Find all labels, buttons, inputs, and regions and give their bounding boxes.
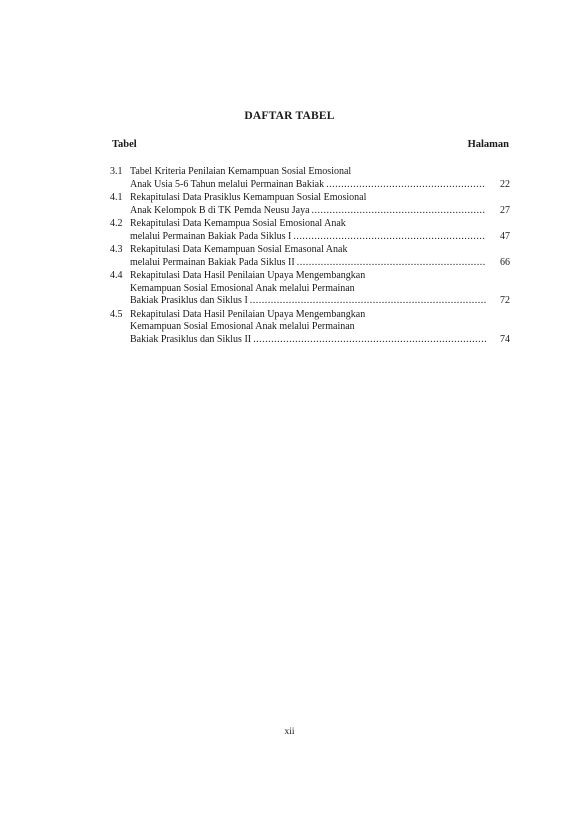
entry-number: 3.1 <box>110 166 123 177</box>
entry-line: Rekapitulasi Data Kemampua Sosial Emosional Anak <box>130 218 346 229</box>
table-list <box>110 166 510 347</box>
entry-line: Kemampuan Sosial Emosional Anak melalui Permainan <box>130 321 355 332</box>
dot-leader <box>326 179 486 192</box>
entry-page-number: 22 <box>500 178 510 190</box>
entry-page-number: 66 <box>500 256 510 268</box>
entry-number: 4.2 <box>110 218 123 229</box>
dot-leader <box>297 257 486 270</box>
entry-last-line <box>130 257 510 270</box>
column-header-table: Tabel <box>112 139 137 150</box>
entry-line: Rekapitulasi Data Hasil Penilaian Upaya Mengembangkan <box>130 308 366 320</box>
list-item[interactable] <box>110 192 510 217</box>
list-item[interactable] <box>110 166 510 191</box>
entry-body <box>130 309 510 347</box>
entry-last-text: Bakiak Prasiklus dan Siklus I <box>130 295 248 306</box>
list-item[interactable] <box>110 270 510 308</box>
entry-last-text: melalui Permainan Bakiak Pada Siklus II <box>130 256 295 268</box>
entry-page-number: 47 <box>500 230 510 242</box>
entry-line: Kemampuan Sosial Emosional Anak melalui Permainan <box>130 282 355 294</box>
entry-line: Tabel Kriteria Penilaian Kemampuan Sosial Emosional <box>130 166 352 177</box>
entry-page-number: 27 <box>500 204 510 216</box>
entry-body <box>130 270 510 308</box>
entry-last-text: Bakiak Prasiklus dan Siklus II <box>130 333 252 345</box>
dot-leader <box>293 231 486 244</box>
list-item[interactable] <box>110 244 510 269</box>
entry-line: Rekapitulasi Data Kemampuan Sosial Emasonal Anak <box>130 244 348 255</box>
entry-line: Rekapitulasi Data Hasil Penilaian Upaya Mengembangkan <box>130 270 366 281</box>
list-item[interactable] <box>110 218 510 243</box>
entry-body <box>130 192 510 217</box>
dot-leader <box>250 295 486 308</box>
entry-last-text: Anak Kelompok B di TK Pemda Neusu Jaya <box>130 204 310 216</box>
page-title: DAFTAR TABEL <box>244 110 335 122</box>
entry-number: 4.3 <box>110 244 123 255</box>
entry-last-text: melalui Permainan Bakiak Pada Siklus I <box>130 230 292 242</box>
entry-number: 4.5 <box>110 308 123 320</box>
entry-last-line <box>130 205 510 218</box>
entry-last-line <box>130 231 510 244</box>
entry-last-line <box>130 334 510 347</box>
entry-number: 4.4 <box>110 270 123 281</box>
entry-number: 4.1 <box>110 192 123 203</box>
column-header-page: Halaman <box>467 139 509 150</box>
list-item[interactable] <box>110 309 510 347</box>
dot-leader <box>312 205 486 218</box>
entry-body <box>130 166 510 191</box>
entry-body <box>130 244 510 269</box>
entry-last-text: Anak Usia 5-6 Tahun melalui Permainan Bakiak <box>130 178 325 190</box>
entry-page-number: 72 <box>500 295 510 306</box>
entry-page-number: 74 <box>500 333 510 345</box>
entry-line: Rekapitulasi Data Prasiklus Kemampuan Sosial Emosional <box>130 192 367 203</box>
page-number-footer: xii <box>284 727 295 737</box>
entry-last-line <box>130 295 510 308</box>
dot-leader <box>253 334 486 347</box>
entry-body <box>130 218 510 243</box>
entry-last-line <box>130 179 510 192</box>
